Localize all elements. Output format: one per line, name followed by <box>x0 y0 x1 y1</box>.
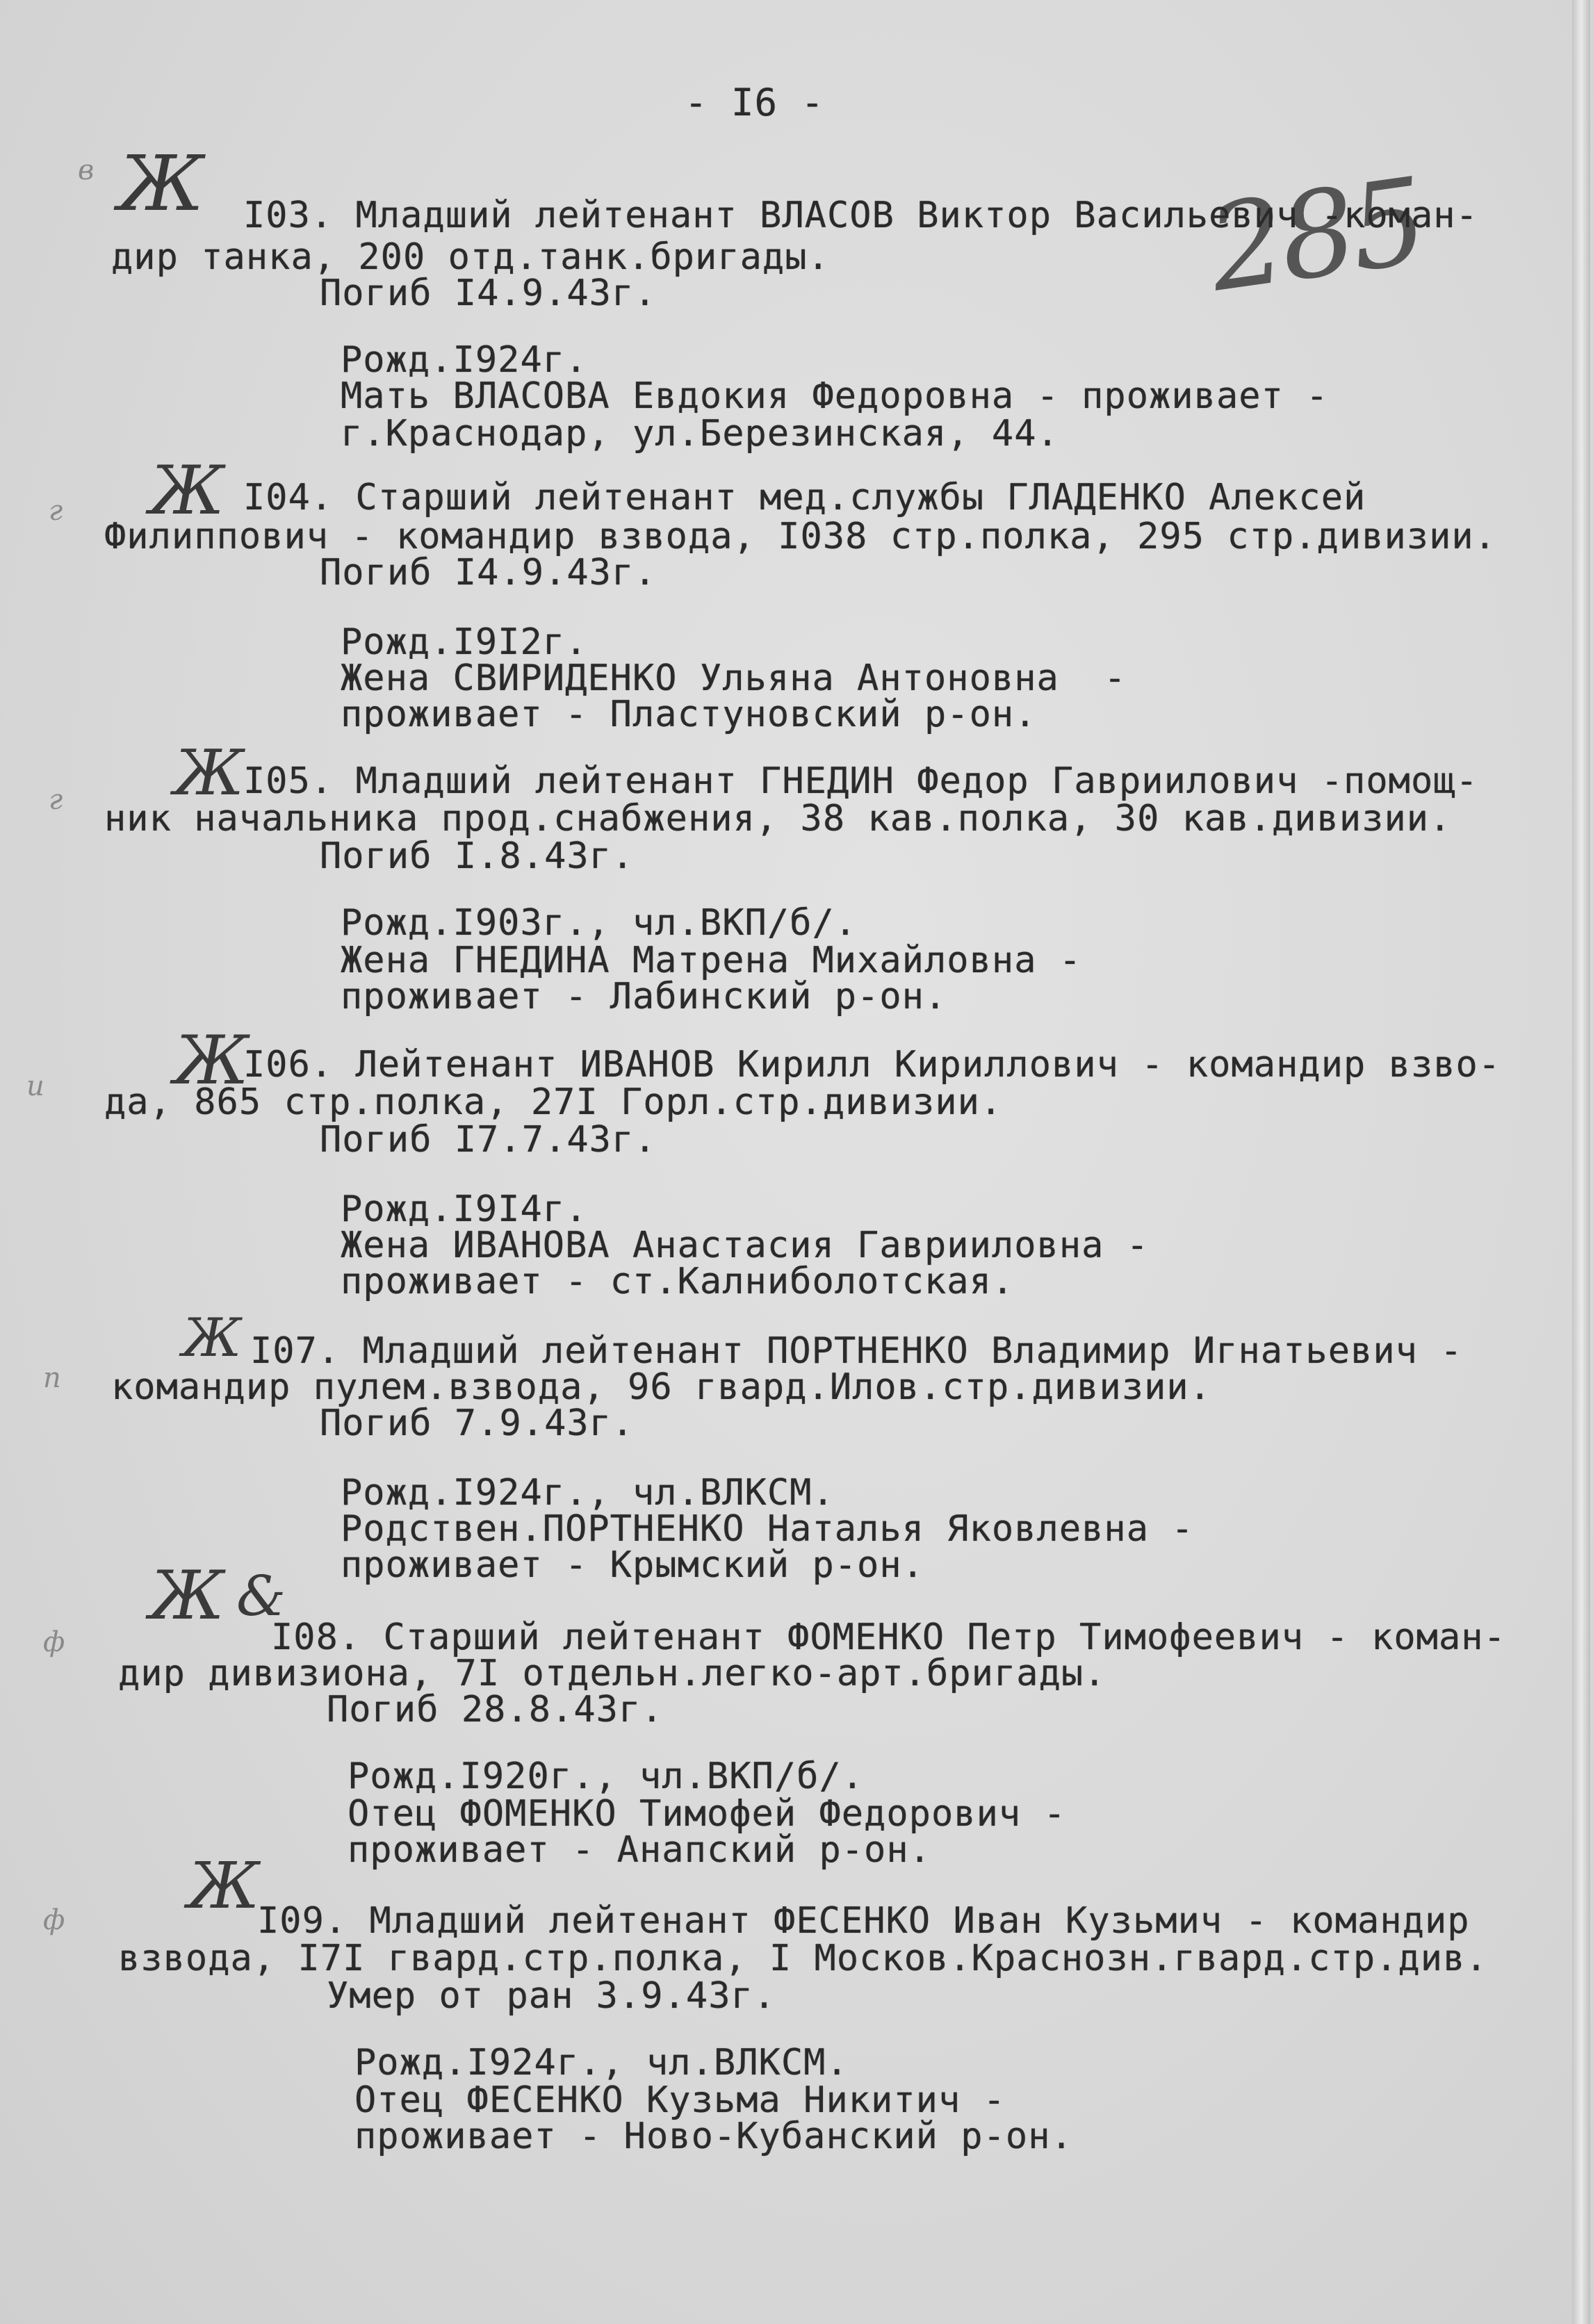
death-date: Погиб I7.7.43г. <box>320 1119 657 1161</box>
margin-letter: г <box>49 495 63 527</box>
entry-line-1: I08. Старший лейтенант ФОМЕНКО Петр Тимофеевич - коман- <box>271 1617 1506 1658</box>
entry-line-1: I03. Младший лейтенант ВЛАСОВ Виктор Васильевич -коман- <box>243 195 1478 236</box>
check-mark: Ж <box>149 1557 224 1635</box>
archive-handwritten-number: 285 <box>1200 152 1431 319</box>
page-number: - I6 - <box>685 81 825 124</box>
birth-year: Рожд.I9I2г. <box>341 621 588 663</box>
margin-letter: г <box>49 784 63 816</box>
entry-line-2: дир дивизиона, 7I отдельн.легко-арт.бригады. <box>118 1653 1106 1694</box>
relative: Отец ФЕСЕНКО Кузьма Никитич - <box>354 2079 1006 2121</box>
entry-line-2: да, 865 стр.полка, 27I Горл.стр.дивизии. <box>104 1081 1003 1123</box>
address: проживает - Крымский р-он. <box>341 1544 924 1586</box>
check-mark: Ж <box>149 452 224 530</box>
birth-year: Рожд.I920г., чл.ВКП/б/. <box>348 1756 865 1797</box>
address: проживает - Лабинский р-он. <box>341 976 947 1017</box>
relative: Отец ФОМЕНКО Тимофей Федорович - <box>348 1793 1066 1835</box>
relative: Жена ИВАНОВА Анастасия Гаврииловна - <box>341 1225 1150 1266</box>
check-mark: Ж <box>174 737 245 810</box>
margin-letter: в <box>78 154 95 186</box>
entry-line-1: I05. Младший лейтенант ГНЕДИН Федор Гавриилович -помощ- <box>243 760 1478 802</box>
relative: Жена ГНЕДИНА Матрена Михайловна - <box>341 940 1082 981</box>
death-date: Погиб I.8.43г. <box>320 835 635 877</box>
margin-letter: ф <box>43 1626 65 1658</box>
address: проживает - Пластуновский р-он. <box>341 694 1037 735</box>
address: г.Краснодар, ул.Березинская, 44. <box>341 413 1059 455</box>
margin-letter: и <box>26 1070 44 1102</box>
relative: Родствен.ПОРТНЕНКО Наталья Яковлевна - <box>341 1508 1194 1550</box>
check-mark-secondary: & <box>236 1564 286 1628</box>
birth-year: Рожд.I903г., чл.ВКП/б/. <box>341 902 858 944</box>
entry-line-2: взвода, I7I гвард.стр.полка, I Москов.Краснозн.гвард.стр.див. <box>118 1938 1488 1979</box>
check-mark: Ж <box>118 139 204 228</box>
death-date: Погиб 7.9.43г. <box>320 1402 635 1444</box>
entry-line-1: I07. Младший лейтенант ПОРТНЕНКО Владимир Игнатьевич - <box>250 1330 1463 1372</box>
entry-line-1: I04. Старший лейтенант мед.службы ГЛАДЕНКО Алексей <box>243 477 1366 518</box>
entry-line-1: I06. Лейтенант ИВАНОВ Кирилл Кириллович - командир взво- <box>243 1044 1501 1086</box>
entry-line-1: I09. Младший лейтенант ФЕСЕНКО Иван Кузьмич - командир <box>257 1900 1470 1942</box>
entry-line-2: ник начальника прод.снабжения, 38 кав.полка, 30 кав.дивизии. <box>104 798 1452 840</box>
relative: Жена СВИРИДЕНКО Ульяна Антоновна - <box>341 657 1127 699</box>
birth-year: Рожд.I924г., чл.ВЛКСМ. <box>341 1472 835 1514</box>
death-date: Умер от ран 3.9.43г. <box>327 1975 776 2017</box>
check-mark: Ж <box>182 1307 242 1368</box>
address: проживает - Анапский р-он. <box>348 1829 931 1871</box>
address: проживает - ст.Калниболотская. <box>341 1261 1015 1302</box>
death-date: Погиб I4.9.43г. <box>320 552 657 594</box>
page-fold-edge <box>1572 0 1590 2324</box>
death-date: Погиб 28.8.43г. <box>327 1689 664 1730</box>
check-mark: Ж <box>188 1849 260 1923</box>
birth-year: Рожд.I924г. <box>341 339 588 381</box>
address: проживает - Ново-Кубанский р-он. <box>354 2116 1073 2157</box>
check-mark: Ж <box>174 1022 249 1099</box>
birth-year: Рожд.I924г., чл.ВЛКСМ. <box>354 2042 849 2084</box>
entry-line-2: командир пулем.взвода, 96 гвард.Илов.стр.дивизии. <box>111 1366 1212 1408</box>
margin-letter: ф <box>43 1904 65 1936</box>
death-date: Погиб I4.9.43г. <box>320 272 657 314</box>
relative: Мать ВЛАСОВА Евдокия Федоровна - проживает - <box>341 375 1329 417</box>
entry-line-2: дир танка, 200 отд.танк.бригады. <box>111 236 830 278</box>
margin-letter: п <box>43 1362 61 1394</box>
entry-line-2: Филиппович - командир взвода, I038 стр.полка, 295 стр.дивизии. <box>104 516 1497 557</box>
birth-year: Рожд.I9I4г. <box>341 1188 588 1230</box>
